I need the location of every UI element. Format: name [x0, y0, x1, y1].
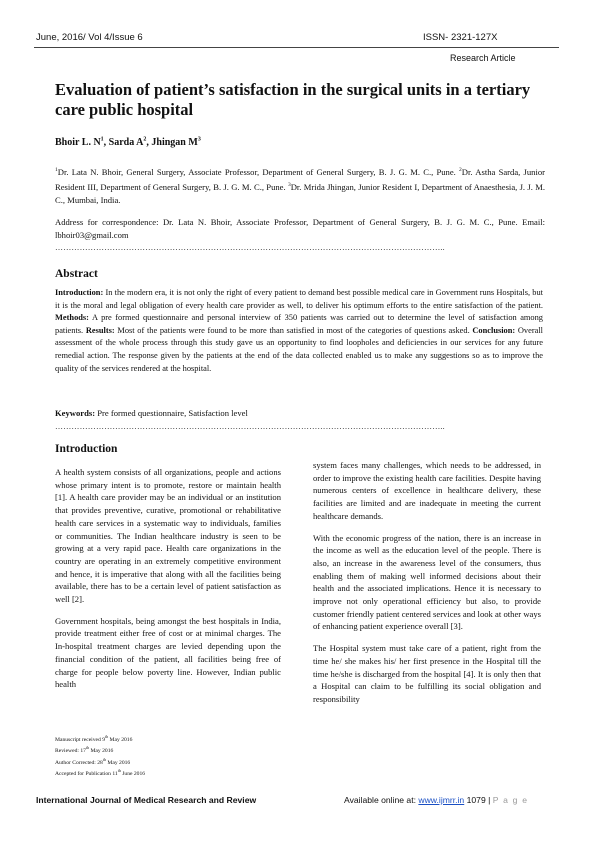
header-divider: [34, 47, 559, 48]
journal-name: International Journal of Medical Research and Review: [36, 795, 257, 805]
paragraph: With the economic progress of the nation, there is an increase in the income as well as the education level of the people. There is also, an increase in the awareness level of the consumers, thus enabling them of making well informed decisions about their health and the associated implications. Hence it is necessary to improve not only operational efficiency but also, to provide customer friendly patient centered services and look at other ways of enhancing patient experience overall [3].: [313, 532, 541, 632]
paragraph: Government hospitals, being amongst the best hospitals in India, provide treatment either free of cost or at minimal charges. The In-hospital treatment charges are levied depending upon the financial condition of the patient, all facilities being free of charge for people below poverty line. However, Indian public health: [55, 615, 281, 690]
manuscript-dates: [55, 733, 145, 779]
abstract-heading: Abstract: [55, 268, 98, 280]
article-type: Research Article: [450, 53, 516, 63]
dotted-separator: ……………………………………………………………………………………………………………………………..: [55, 243, 445, 252]
affiliation: Dr. Lata N. Bhoir, General Surgery, Associate Professor, Department of General Surgery, B. J. G. M. C., Pune.: [57, 166, 456, 177]
issue-info: June, 2016/ Vol 4/Issue 6: [36, 32, 143, 43]
journal-url-link[interactable]: www.ijmrr.in: [418, 795, 465, 805]
manuscript-date: Accepted for Publication 11th June 2016: [55, 768, 146, 778]
author: Jhingan $M^3$: [151, 137, 201, 149]
right-column: [313, 459, 541, 715]
correspondence-address: Address for correspondence: Dr. Lata N. Bhoir, Associate Professor, Department of General Surgery, B. J. G. M. C., Pune. Email: lbhoir03@gmail.com: [55, 217, 545, 241]
manuscript-date: Reviewed: 17th May 2016: [55, 745, 114, 755]
issn: ISSN- 2321-127X: [423, 32, 498, 43]
affiliation: Dr. Mrida Jhingan, Junior Resident I, Department of Anaesthesia, J. J. M. C., Mumbai, India.: [55, 181, 545, 206]
introduction-heading: Introduction: [55, 443, 118, 455]
page-label: P a g e: [492, 795, 529, 805]
paragraph: A health system consists of all organizations, people and actions whose primary intent is to promote, restore or maintain health [1]. A health care provider may be an individual or an institution that provides preventive, curative, promotional or rehabilitative health care services in a systematic way to individuals, families or communities. The Indian healthcare industry is seen to be growing at a very rapid pace. Health care organizations in the country are operating in an extremely competitive environment and hence, it is imperative that along with all the facilities being available, there has to be a certain level of patient satisfaction as well [2].: [55, 467, 281, 605]
manuscript-date: Author Corrected: 28th May 2016: [55, 756, 131, 766]
page-footer: Available online at: www.ijmrr.in 1079 | P a g e: [344, 795, 529, 805]
left-column: [55, 466, 281, 700]
author: Bhoir L. $N^1$,: [55, 137, 109, 149]
affiliations: $^1$Dr. Lata N. Bhoir, General Surgery, Associate Professor, Department of General Surgery, B. J. G. M. C., Pune. $^2$Dr. Astha Sarda, Junior Resident III, Department of General Surgery, B. J. G. M. C., Pune. $^3$Dr. Mrida Jhingan, Junior Resident I, Department of Anaesthesia, J. J. M. C., Mumbai, India.: [55, 166, 545, 206]
author: Sarda $A^2$,: [108, 137, 152, 149]
paragraph: system faces many challenges, which needs to be addressed, in order to improve the existing health care facilities. Despite having numerous centers of excellence in healthcare delivery, these facilities are limited and are inadequate in meeting the current healthcare demands.: [313, 460, 541, 521]
keywords: Keywords: Pre formed questionnaire, Satisfaction level: [55, 408, 248, 418]
affiliation: Dr. Astha Sarda, Junior Resident III, Department of General Surgery, B. J. G. M. C., Pune.: [55, 166, 545, 192]
author-list: [55, 137, 201, 148]
paper-title: Evaluation of patient’s satisfaction in the surgical units in a tertiary care public hospital: [55, 80, 531, 119]
abstract-body: Introduction: In the modern era, it is not only the right of every patient to demand best possible medical care in Government runs Hospitals, but it is the moral and legal obligation of every health care provider as well, to deliver his optimum efforts to the entire satisfaction of the patient. Methods: A pre formed questionnaire and personal interview of 350 patients was carried out to determine the level of satisfaction among patients. Results: Most of the patients were found to be more than satisfied in most of the categories of questions asked. Conclusion: Overall assessment of the whole process through this study gave us an opportunity to find loopholes and deficiencies in our services for any future remedial action. The response given by the patients at the end of the data collected enabled us to make any suggestions so as to improve the quality of the services rendered at the hospital.: [55, 288, 543, 373]
page-number: 1079: [466, 795, 486, 805]
paragraph: The Hospital system must take care of a patient, right from the time he/ she makes his/ her first presence in the Hospital till the time he/she is discharged from the hospital [4]. It is only then that a Hospital can claim to be fulfilling its social obligation and responsibility: [313, 643, 541, 704]
manuscript-date: Manuscript received 9th May 2016: [55, 734, 133, 743]
dotted-separator: ……………………………………………………………………………………………………………………………..: [55, 422, 445, 431]
